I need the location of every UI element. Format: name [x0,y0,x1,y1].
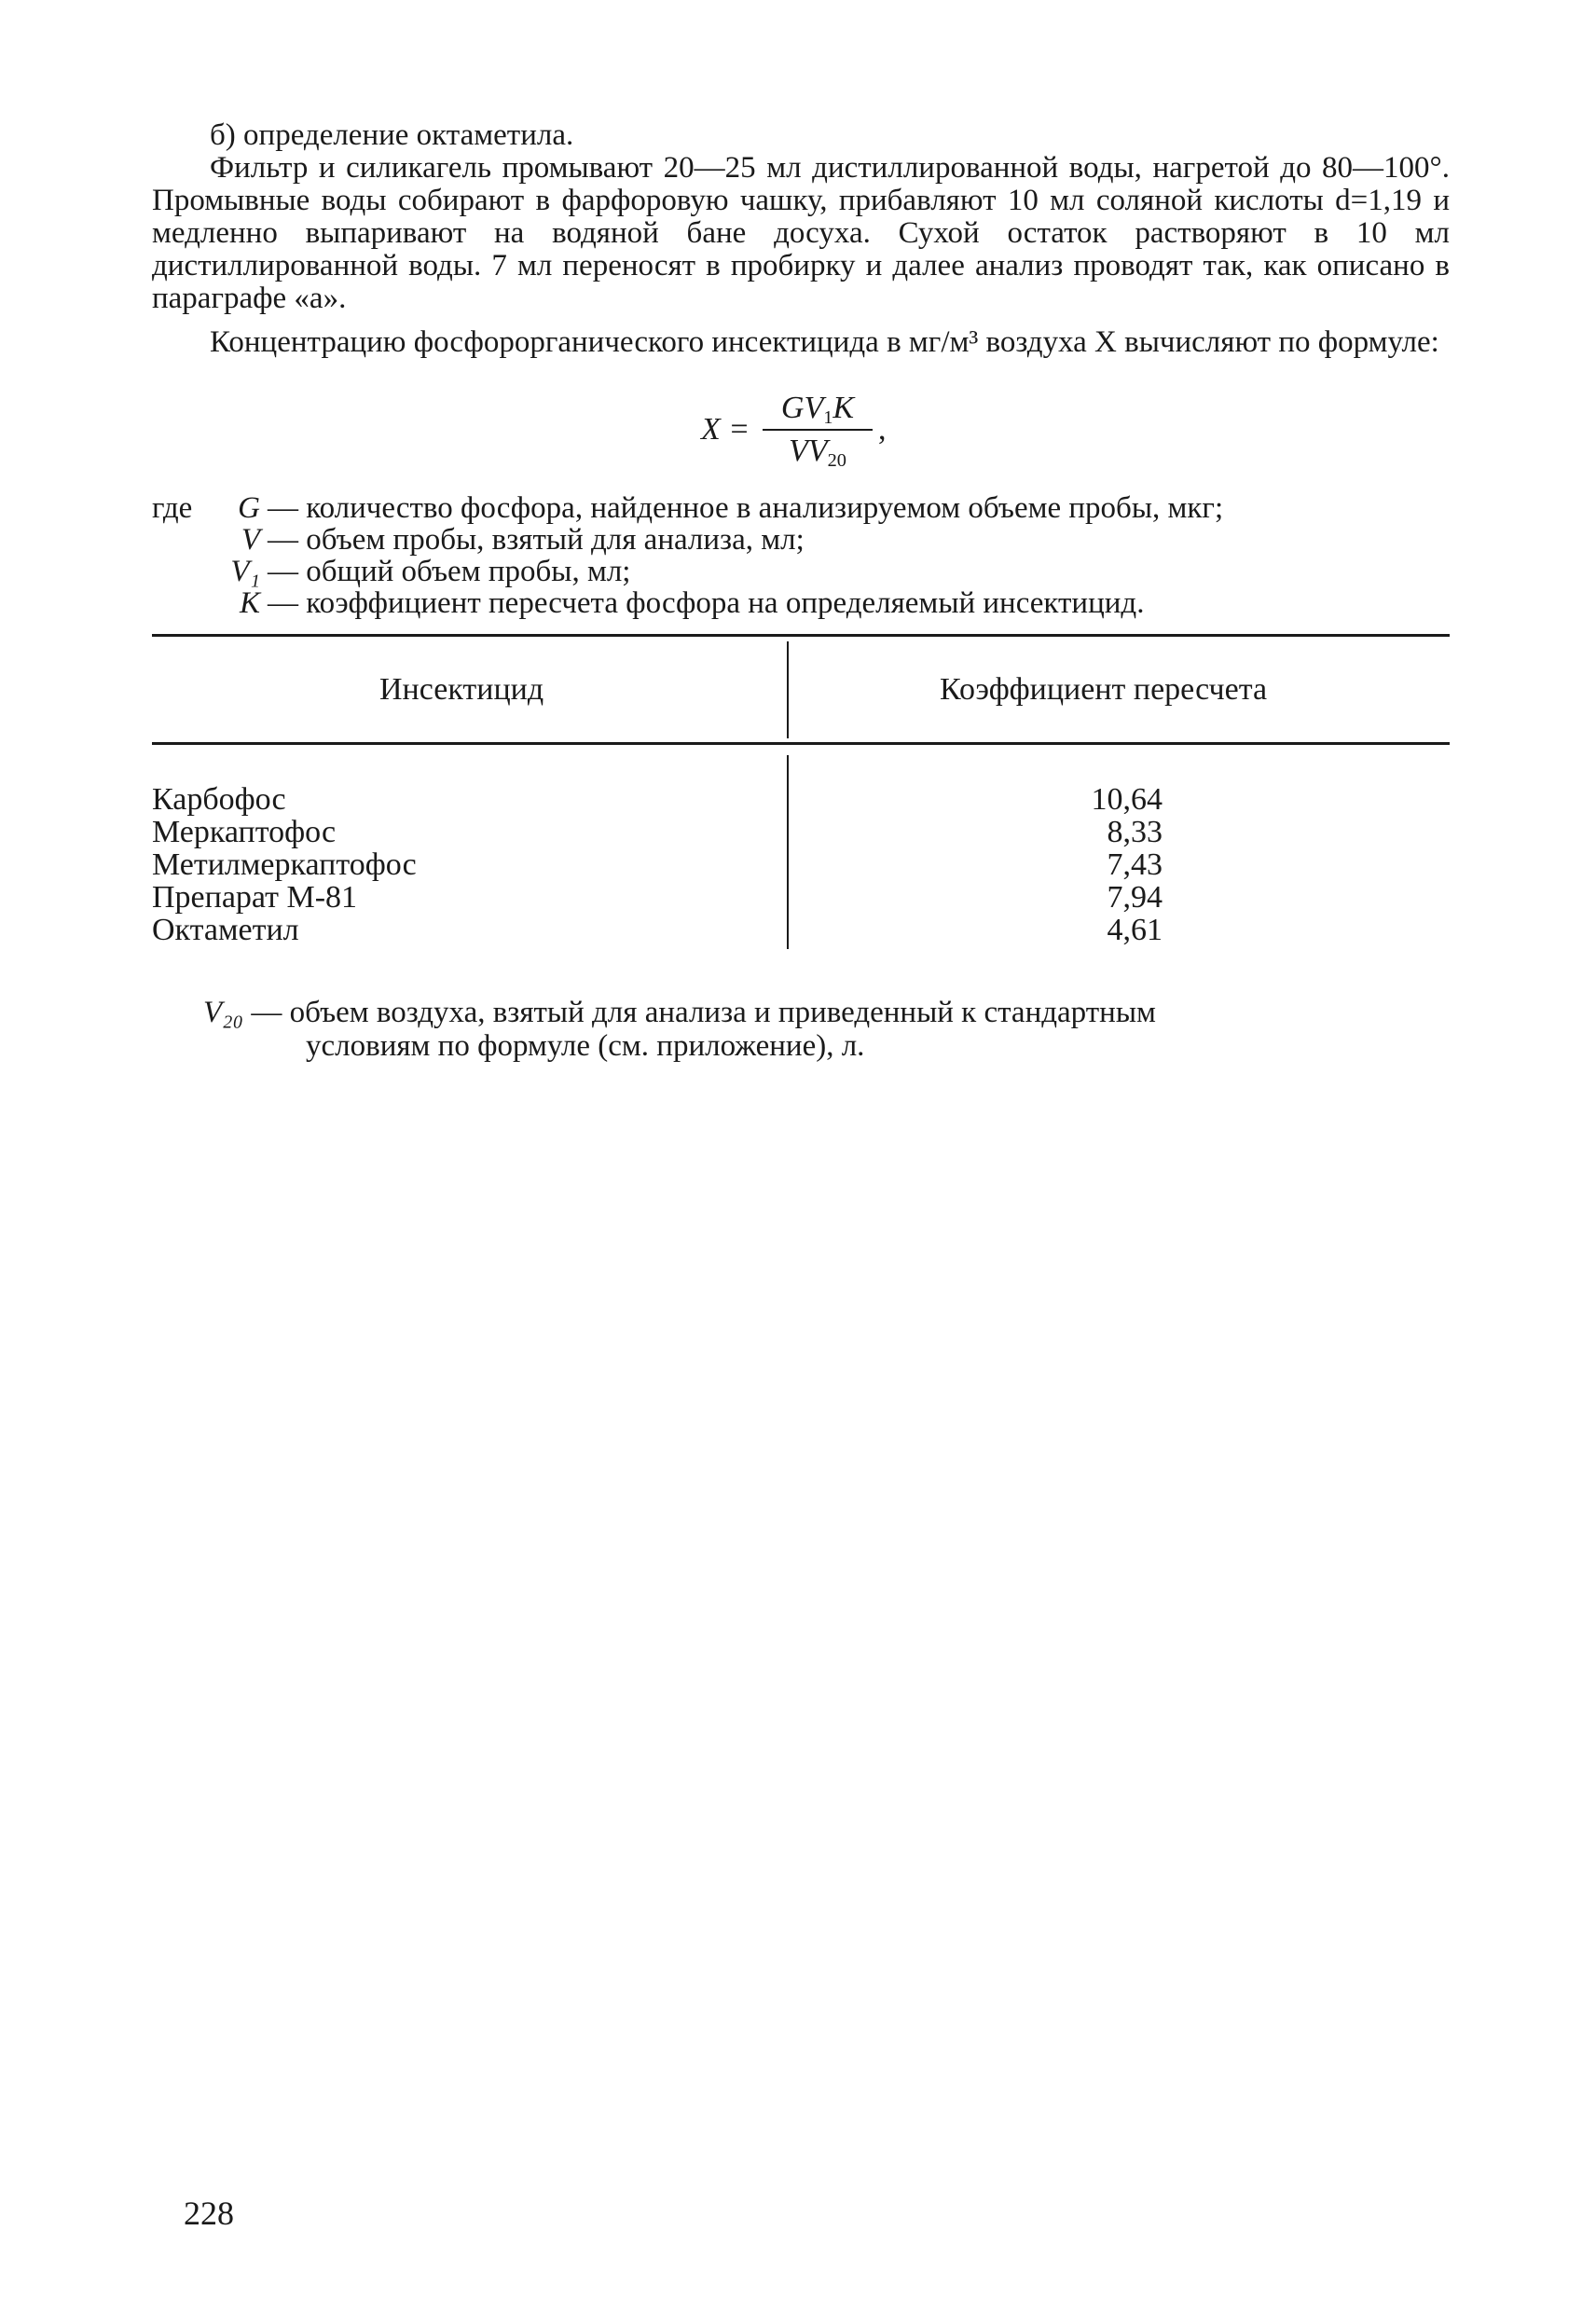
table-row [152,816,1450,848]
insecticide-name: Карбофос [152,782,286,817]
v20-definition-text: — объем воздуха, взятый для анализа и приведенный к стандартным [251,996,1156,1029]
definitions-lead: где [152,491,193,525]
column-header-coefficient: Коэффициент пересчета [940,672,1268,707]
insecticide-name: Метилмеркаптофос [152,847,417,882]
table-header-rule [152,742,1450,745]
page-number: 228 [184,2195,234,2232]
formula-numerator [763,390,873,427]
formula-den-main: VV [789,434,828,468]
definition-row [152,524,1450,556]
coefficient-value: 7,43 [1107,847,1163,882]
coefficient-value: 8,33 [1107,815,1163,849]
definition-text: — коэффициент пересчета фосфора на определяемый инсектицид. [268,586,1145,620]
coefficient-value: 4,61 [1107,913,1163,947]
table-row [152,848,1450,881]
definition-row [152,587,1450,619]
concentration-formula [701,390,915,474]
v20-symbol: V₂₀ [203,996,244,1029]
table-top-rule [152,634,1450,637]
coefficient-value: 7,94 [1107,880,1163,915]
section-heading: б) определение октаметила. [210,118,574,152]
v20-definition-line1 [203,996,1452,1029]
v20-definition [203,996,1452,1063]
insecticide-name: Препарат М-81 [152,880,358,915]
paragraph-procedure: Фильтр и силикагель промывают 20—25 мл дистиллированной воды, нагретой до 80—100°. Промывные воды собирают в фарфоровую чашку, прибавляют 10 мл соляной кислоты d=1,19 и медленно выпаривают на водяной бане досуха. Сухой остаток растворяют в 10 мл дистиллированной воды. 7 мл переносят в пробирку и далее анализ проводят так, как описано в параграфе «а». [152,151,1450,315]
insecticide-name: Октаметил [152,913,299,947]
definition-symbol: V₁ [230,555,260,588]
definition-text: — объем пробы, взятый для анализа, мл; [268,523,805,557]
table-body [152,783,1450,946]
definition-symbol: V [241,523,260,557]
formula-trailing-comma: , [878,412,887,447]
formula-denominator [763,433,873,470]
variable-definitions [152,492,1450,619]
v20-definition-line2: условиям по формуле (см. приложение), л. [306,1029,865,1063]
fraction-bar [763,429,873,431]
paragraph-concentration: Концентрацию фосфорорганического инсектицида в мг/м³ воздуха X вычисляют по формуле: [210,325,1439,359]
definition-symbol: G [238,491,260,525]
formula-num-tail: K [832,391,855,425]
conversion-coefficient-table [152,634,1450,951]
definition-row [152,492,1450,524]
definition-text: — количество фосфора, найденное в анализируемом объеме пробы, мкг; [268,491,1224,525]
table-header-divider [787,641,789,738]
column-header-insecticide: Инсектицид [379,672,544,707]
formula-num-main: GV [780,391,824,425]
formula-fraction [763,390,873,470]
table-row [152,783,1450,816]
table-row [152,881,1450,914]
table-row [152,914,1450,946]
formula-den-sub: 20 [827,450,846,471]
formula-lhs: X = [701,412,750,447]
definition-symbol: K [239,586,260,620]
coefficient-value: 10,64 [1091,782,1163,817]
definition-row [152,556,1450,587]
insecticide-name: Меркаптофос [152,815,337,849]
formula-num-sub: 1 [823,407,833,428]
definition-text: — общий объем пробы, мл; [268,555,631,588]
